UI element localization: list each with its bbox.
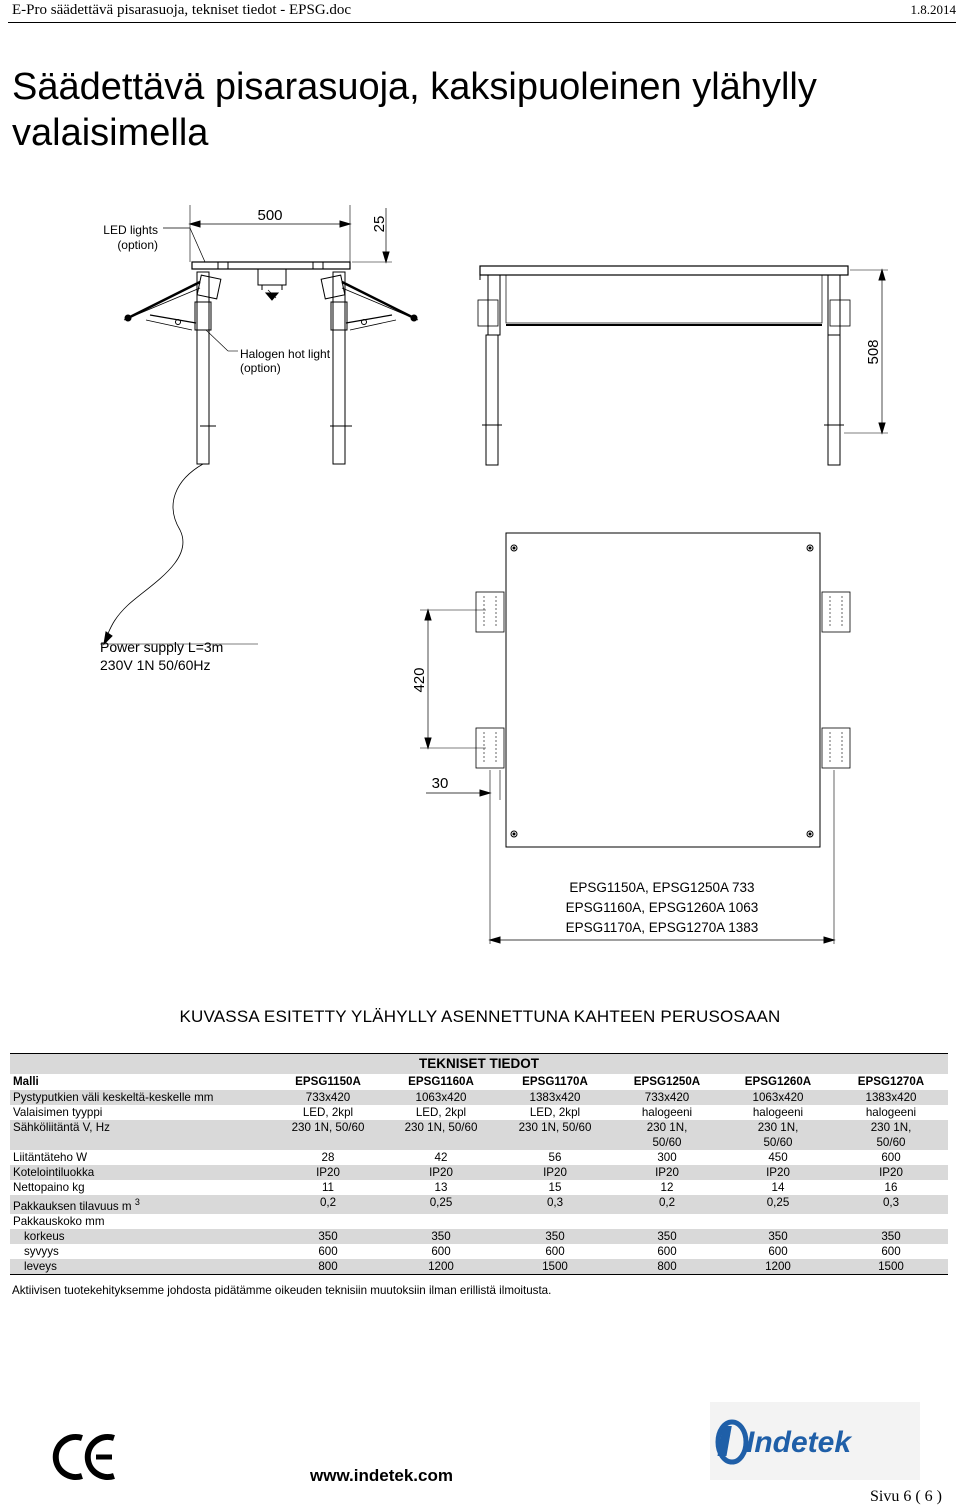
table-cell: 230 1N, 50/60 (384, 1120, 498, 1135)
row-label: Kotelointiluokka (10, 1165, 272, 1180)
table-row-ip (10, 1165, 948, 1180)
table-cell: 230 1N, 50/60 (498, 1120, 612, 1135)
dimension-500: 500 (257, 207, 283, 224)
table-cell: LED, 2kpl (384, 1105, 498, 1120)
table-cell: 733x420 (612, 1090, 722, 1105)
led-option-label: (option) (117, 238, 158, 252)
row-label: Liitäntäteho W (10, 1150, 272, 1165)
row-label: leveys (10, 1259, 272, 1275)
model-cell: EPSG1170A (498, 1074, 612, 1090)
table-cell: 1200 (384, 1259, 498, 1275)
power-voltage-label: 230V 1N 50/60Hz (100, 657, 211, 673)
table-row-depth (10, 1244, 948, 1259)
row-label: Malli (10, 1074, 272, 1090)
table-cell: halogeeni (722, 1105, 834, 1120)
technical-drawing (0, 190, 960, 960)
table-cell: 0,3 (834, 1195, 948, 1214)
table-cell: 600 (834, 1150, 948, 1165)
table-cell: 600 (384, 1244, 498, 1259)
table-cell: IP20 (272, 1165, 384, 1180)
row-label: Valaisimen tyyppi (10, 1105, 272, 1120)
width-line-1: EPSG1150A, EPSG1250A 733 (569, 880, 755, 895)
table-cell: IP20 (612, 1165, 722, 1180)
width-line-2: EPSG1160A, EPSG1260A 1063 (565, 900, 759, 915)
table-row-models (10, 1074, 948, 1090)
spec-table (10, 1053, 948, 1275)
table-cell: 0,2 (612, 1195, 722, 1214)
table-cell: 800 (272, 1259, 384, 1275)
row-label: Nettopaino kg (10, 1180, 272, 1195)
table-cell: 13 (384, 1180, 498, 1195)
width-line-3: EPSG1170A, EPSG1270A 1383 (565, 920, 759, 935)
side-view (100, 205, 418, 644)
row-label (10, 1195, 272, 1214)
model-cell: EPSG1260A (722, 1074, 834, 1090)
table-cell: 0,2 (272, 1195, 384, 1214)
dimension-508: 508 (865, 339, 882, 365)
table-row-lamp (10, 1105, 948, 1120)
volume-unit-sup: 3 (134, 1197, 140, 1207)
row-label: Pakkauskoko mm (10, 1214, 272, 1229)
table-row-distance (10, 1090, 948, 1105)
row-label: korkeus (10, 1229, 272, 1244)
dimension-25: 25 (371, 215, 388, 233)
table-row-height (10, 1229, 948, 1244)
table-row-electric-cont (10, 1135, 948, 1150)
model-cell: EPSG1250A (612, 1074, 722, 1090)
table-cell: 0,3 (498, 1195, 612, 1214)
table-row-width (10, 1259, 948, 1275)
table-cell: 15 (498, 1180, 612, 1195)
table-cell: 1500 (498, 1259, 612, 1275)
table-cell (498, 1135, 612, 1150)
table-cell: 50/60 (834, 1135, 948, 1150)
table-cell: 1500 (834, 1259, 948, 1275)
table-heading-row (10, 1054, 948, 1075)
table-cell: IP20 (722, 1165, 834, 1180)
table-cell: 14 (722, 1180, 834, 1195)
table-cell: 600 (498, 1244, 612, 1259)
model-cell: EPSG1270A (834, 1074, 948, 1090)
table-cell: 1383x420 (498, 1090, 612, 1105)
table-cell: 50/60 (612, 1135, 722, 1150)
volume-label: Pakkauksen tilavuus m (13, 1199, 132, 1213)
drawing-caption: KUVASSA ESITETTY YLÄHYLLY ASENNETTUNA KAHTEEN PERUSOSAAN (179, 1007, 781, 1026)
table-cell: 350 (272, 1229, 384, 1244)
table-cell: 11 (272, 1180, 384, 1195)
ce-mark-icon (52, 1432, 122, 1482)
page-header (0, 0, 960, 22)
table-cell: 1383x420 (834, 1090, 948, 1105)
row-label: Pystyputkien väli keskeltä-keskelle mm (10, 1090, 272, 1105)
table-cell: 0,25 (722, 1195, 834, 1214)
table-cell: 12 (612, 1180, 722, 1195)
dimension-30: 30 (431, 775, 449, 792)
dimension-420: 420 (411, 667, 428, 693)
table-cell (384, 1135, 498, 1150)
power-supply-label: Power supply L=3m (100, 639, 224, 655)
table-cell: 0,25 (384, 1195, 498, 1214)
disclaimer-note: Aktiivisen tuotekehityksemme johdosta pidätämme oikeuden teknisiin muutoksiin ilman erillistä ilmoitusta. (12, 1284, 552, 1297)
table-cell: LED, 2kpl (272, 1105, 384, 1120)
table-cell: 230 1N, (834, 1120, 948, 1135)
table-cell: halogeeni (834, 1105, 948, 1120)
table-cell: 16 (834, 1180, 948, 1195)
table-cell: 600 (834, 1244, 948, 1259)
document-date: 1.8.2014 (910, 2, 956, 17)
table-cell: 600 (612, 1244, 722, 1259)
table-cell: 733x420 (272, 1090, 384, 1105)
table-cell: 350 (722, 1229, 834, 1244)
halogen-label: Halogen hot light (240, 347, 331, 361)
row-label: Sähköliitäntä V, Hz (10, 1120, 272, 1135)
table-cell: 28 (272, 1150, 384, 1165)
table-cell: 800 (612, 1259, 722, 1275)
model-cell: EPSG1150A (272, 1074, 384, 1090)
table-cell: 600 (722, 1244, 834, 1259)
table-cell: 1200 (722, 1259, 834, 1275)
table-cell: 350 (384, 1229, 498, 1244)
table-cell: 450 (722, 1150, 834, 1165)
document-name: E-Pro säädettävä pisarasuoja, tekniset tiedot - EPSG.doc (12, 2, 352, 18)
row-label (10, 1135, 272, 1150)
table-row-weight (10, 1180, 948, 1195)
table-cell: 230 1N, 50/60 (272, 1120, 384, 1135)
table-row-power (10, 1150, 948, 1165)
row-label: syvyys (10, 1244, 272, 1259)
website-url[interactable]: www.indetek.com (310, 1466, 453, 1485)
table-row-electric (10, 1120, 948, 1135)
table-cell: 50/60 (722, 1135, 834, 1150)
table-cell: 600 (272, 1244, 384, 1259)
table-cell: 1063x420 (722, 1090, 834, 1105)
table-heading: TEKNISET TIEDOT (10, 1054, 948, 1075)
table-cell: LED, 2kpl (498, 1105, 612, 1120)
table-cell (272, 1135, 384, 1150)
table-cell: 1063x420 (384, 1090, 498, 1105)
table-cell: 350 (834, 1229, 948, 1244)
front-view (478, 266, 888, 465)
table-row-pack (10, 1214, 948, 1229)
table-cell: 350 (612, 1229, 722, 1244)
halogen-option-label: (option) (240, 361, 281, 375)
table-cell: 42 (384, 1150, 498, 1165)
table-cell: 230 1N, (612, 1120, 722, 1135)
table-cell: halogeeni (612, 1105, 722, 1120)
table-cell: IP20 (498, 1165, 612, 1180)
model-cell: EPSG1160A (384, 1074, 498, 1090)
led-label: LED lights (103, 223, 158, 237)
table-row-volume (10, 1195, 948, 1214)
page-number: Sivu 6 ( 6 ) (870, 1488, 942, 1505)
table-cell: IP20 (834, 1165, 948, 1180)
table-cell: 300 (612, 1150, 722, 1165)
indetek-logo (710, 1402, 920, 1480)
table-cell: 56 (498, 1150, 612, 1165)
header-rule (8, 22, 956, 23)
logo-text: Indetek (746, 1426, 852, 1459)
table-cell: IP20 (384, 1165, 498, 1180)
page-title: Säädettävä pisarasuoja, kaksipuoleinen ylähylly valaisimella (12, 66, 817, 154)
table-cell: 350 (498, 1229, 612, 1244)
table-cell: 230 1N, (722, 1120, 834, 1135)
